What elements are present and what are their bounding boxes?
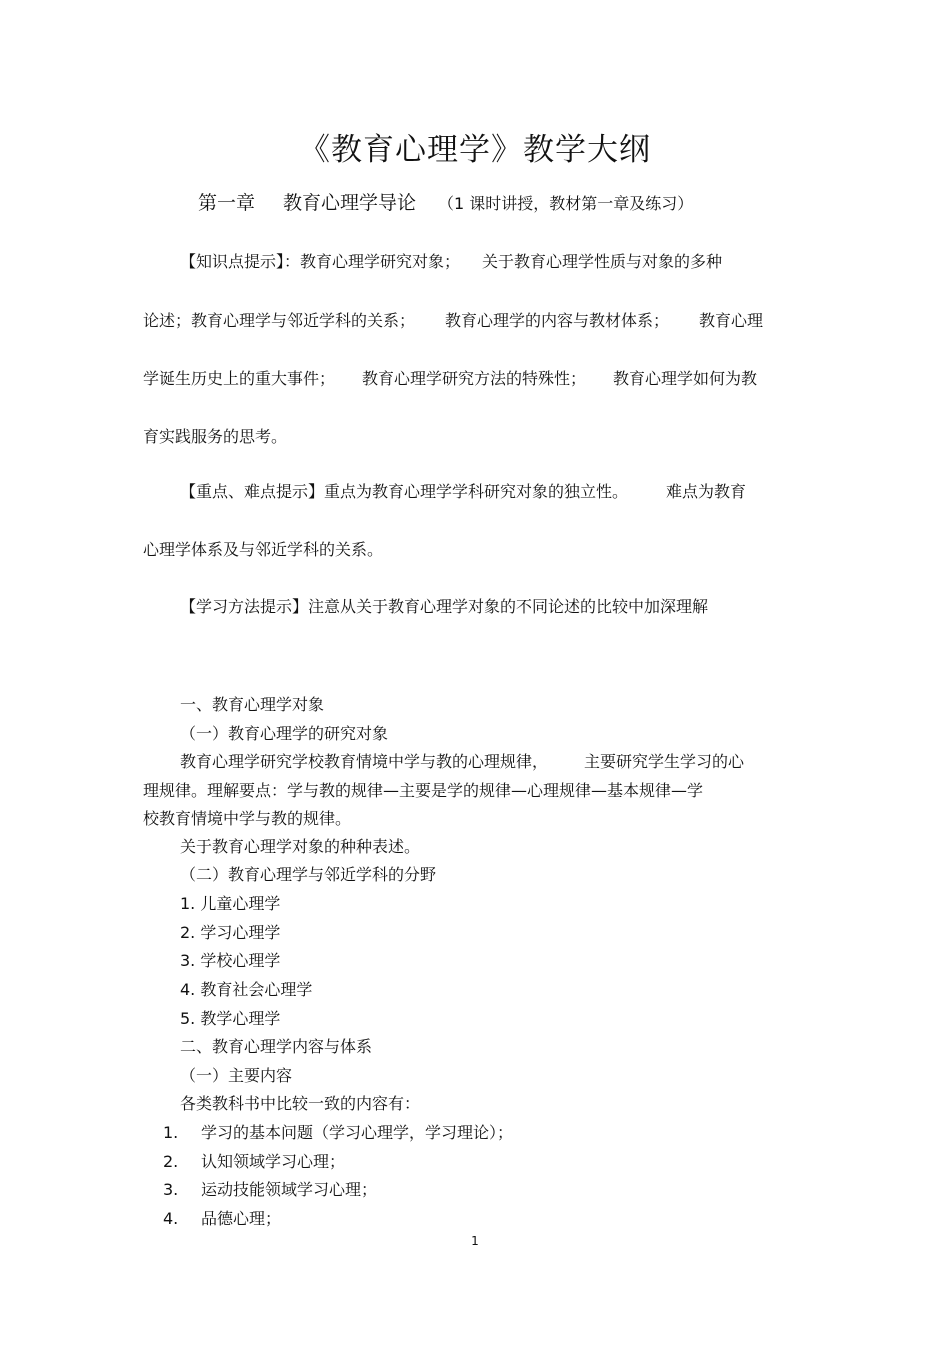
body-text: 教育心理学研究学校教育情境中学与教的心理规律，: [180, 752, 549, 771]
knowledge-text: 关于教育心理学性质与对象的多种: [482, 252, 723, 271]
keypoints-text: 【重点、难点提示】重点为教育心理学学科研究对象的独立性。: [180, 482, 629, 501]
chapter-heading: [198, 188, 693, 215]
subsection-heading-1-2: （二）教育心理学与邻近学科的分野: [180, 865, 437, 884]
knowledge-text: 教育心理学的内容与教材体系；: [445, 311, 670, 330]
chapter-name: 教育心理学导论: [283, 192, 417, 214]
knowledge-text: 教育心理: [699, 311, 764, 330]
knowledge-text: 教育心理学研究方法的特殊性；: [362, 369, 587, 388]
list-number: 1.: [163, 1123, 179, 1142]
body-paragraph-line: 各类教科书中比较一致的内容有：: [180, 1094, 421, 1113]
knowledge-line-2: [143, 308, 763, 331]
list-item: 2. 学习心理学: [180, 923, 281, 942]
list-text: 学习的基本问题（学习心理学，学习理论）；: [201, 1123, 514, 1142]
list-number: 2.: [163, 1152, 179, 1171]
keypoints-line-2: 心理学体系及与邻近学科的关系。: [143, 540, 384, 559]
knowledge-line-1: [180, 249, 722, 272]
list-number: 3.: [163, 1180, 179, 1199]
body-paragraph-line: [180, 749, 744, 772]
list-item: [163, 1206, 281, 1229]
body-paragraph-line: 理规律。理解要点：学与教的规律—主要是学的规律—心理规律—基本规律—学: [143, 781, 704, 800]
subsection-heading-1-1: （一）教育心理学的研究对象: [180, 724, 389, 743]
list-item: 5. 教学心理学: [180, 1009, 281, 1028]
knowledge-line-4: 育实践服务的思考。: [143, 427, 288, 446]
section-heading-2: 二、教育心理学内容与体系: [180, 1037, 373, 1056]
document-title: 《教育心理学》教学大纲: [299, 132, 651, 168]
chapter-label: 第一章: [198, 192, 256, 214]
knowledge-text: 【知识点提示】：教育心理学研究对象；: [180, 252, 461, 271]
list-item: 1. 儿童心理学: [180, 894, 281, 913]
body-text: 主要研究学生学习的心: [584, 752, 745, 771]
knowledge-text: 学诞生历史上的重大事件；: [143, 369, 336, 388]
section-heading-1: 一、教育心理学对象: [180, 695, 325, 714]
method-line-1: 【学习方法提示】注意从关于教育心理学对象的不同论述的比较中加深理解: [180, 597, 709, 616]
keypoints-text: 难点为教育: [666, 482, 747, 501]
list-text: 品德心理；: [201, 1209, 282, 1228]
list-item: [163, 1149, 345, 1172]
knowledge-text: 论述；教育心理学与邻近学科的关系；: [143, 311, 416, 330]
list-text: 认知领域学习心理；: [201, 1152, 346, 1171]
list-item: 4. 教育社会心理学: [180, 980, 313, 999]
list-item: [163, 1177, 377, 1200]
list-text: 运动技能领域学习心理；: [201, 1180, 378, 1199]
keypoints-line-1: [180, 479, 746, 502]
body-paragraph-line: 关于教育心理学对象的种种表述。: [180, 837, 421, 856]
knowledge-text: 教育心理学如何为教: [613, 369, 758, 388]
subsection-heading-2-1: （一）主要内容: [180, 1066, 293, 1085]
knowledge-line-3: [143, 366, 757, 389]
list-number: 4.: [163, 1209, 179, 1228]
list-item: 3. 学校心理学: [180, 951, 281, 970]
page-number: 1: [471, 1234, 479, 1248]
chapter-note: （1 课时讲授，教材第一章及练习）: [438, 194, 694, 213]
body-paragraph-line: 校教育情境中学与教的规律。: [143, 809, 352, 828]
list-item: [163, 1120, 513, 1143]
